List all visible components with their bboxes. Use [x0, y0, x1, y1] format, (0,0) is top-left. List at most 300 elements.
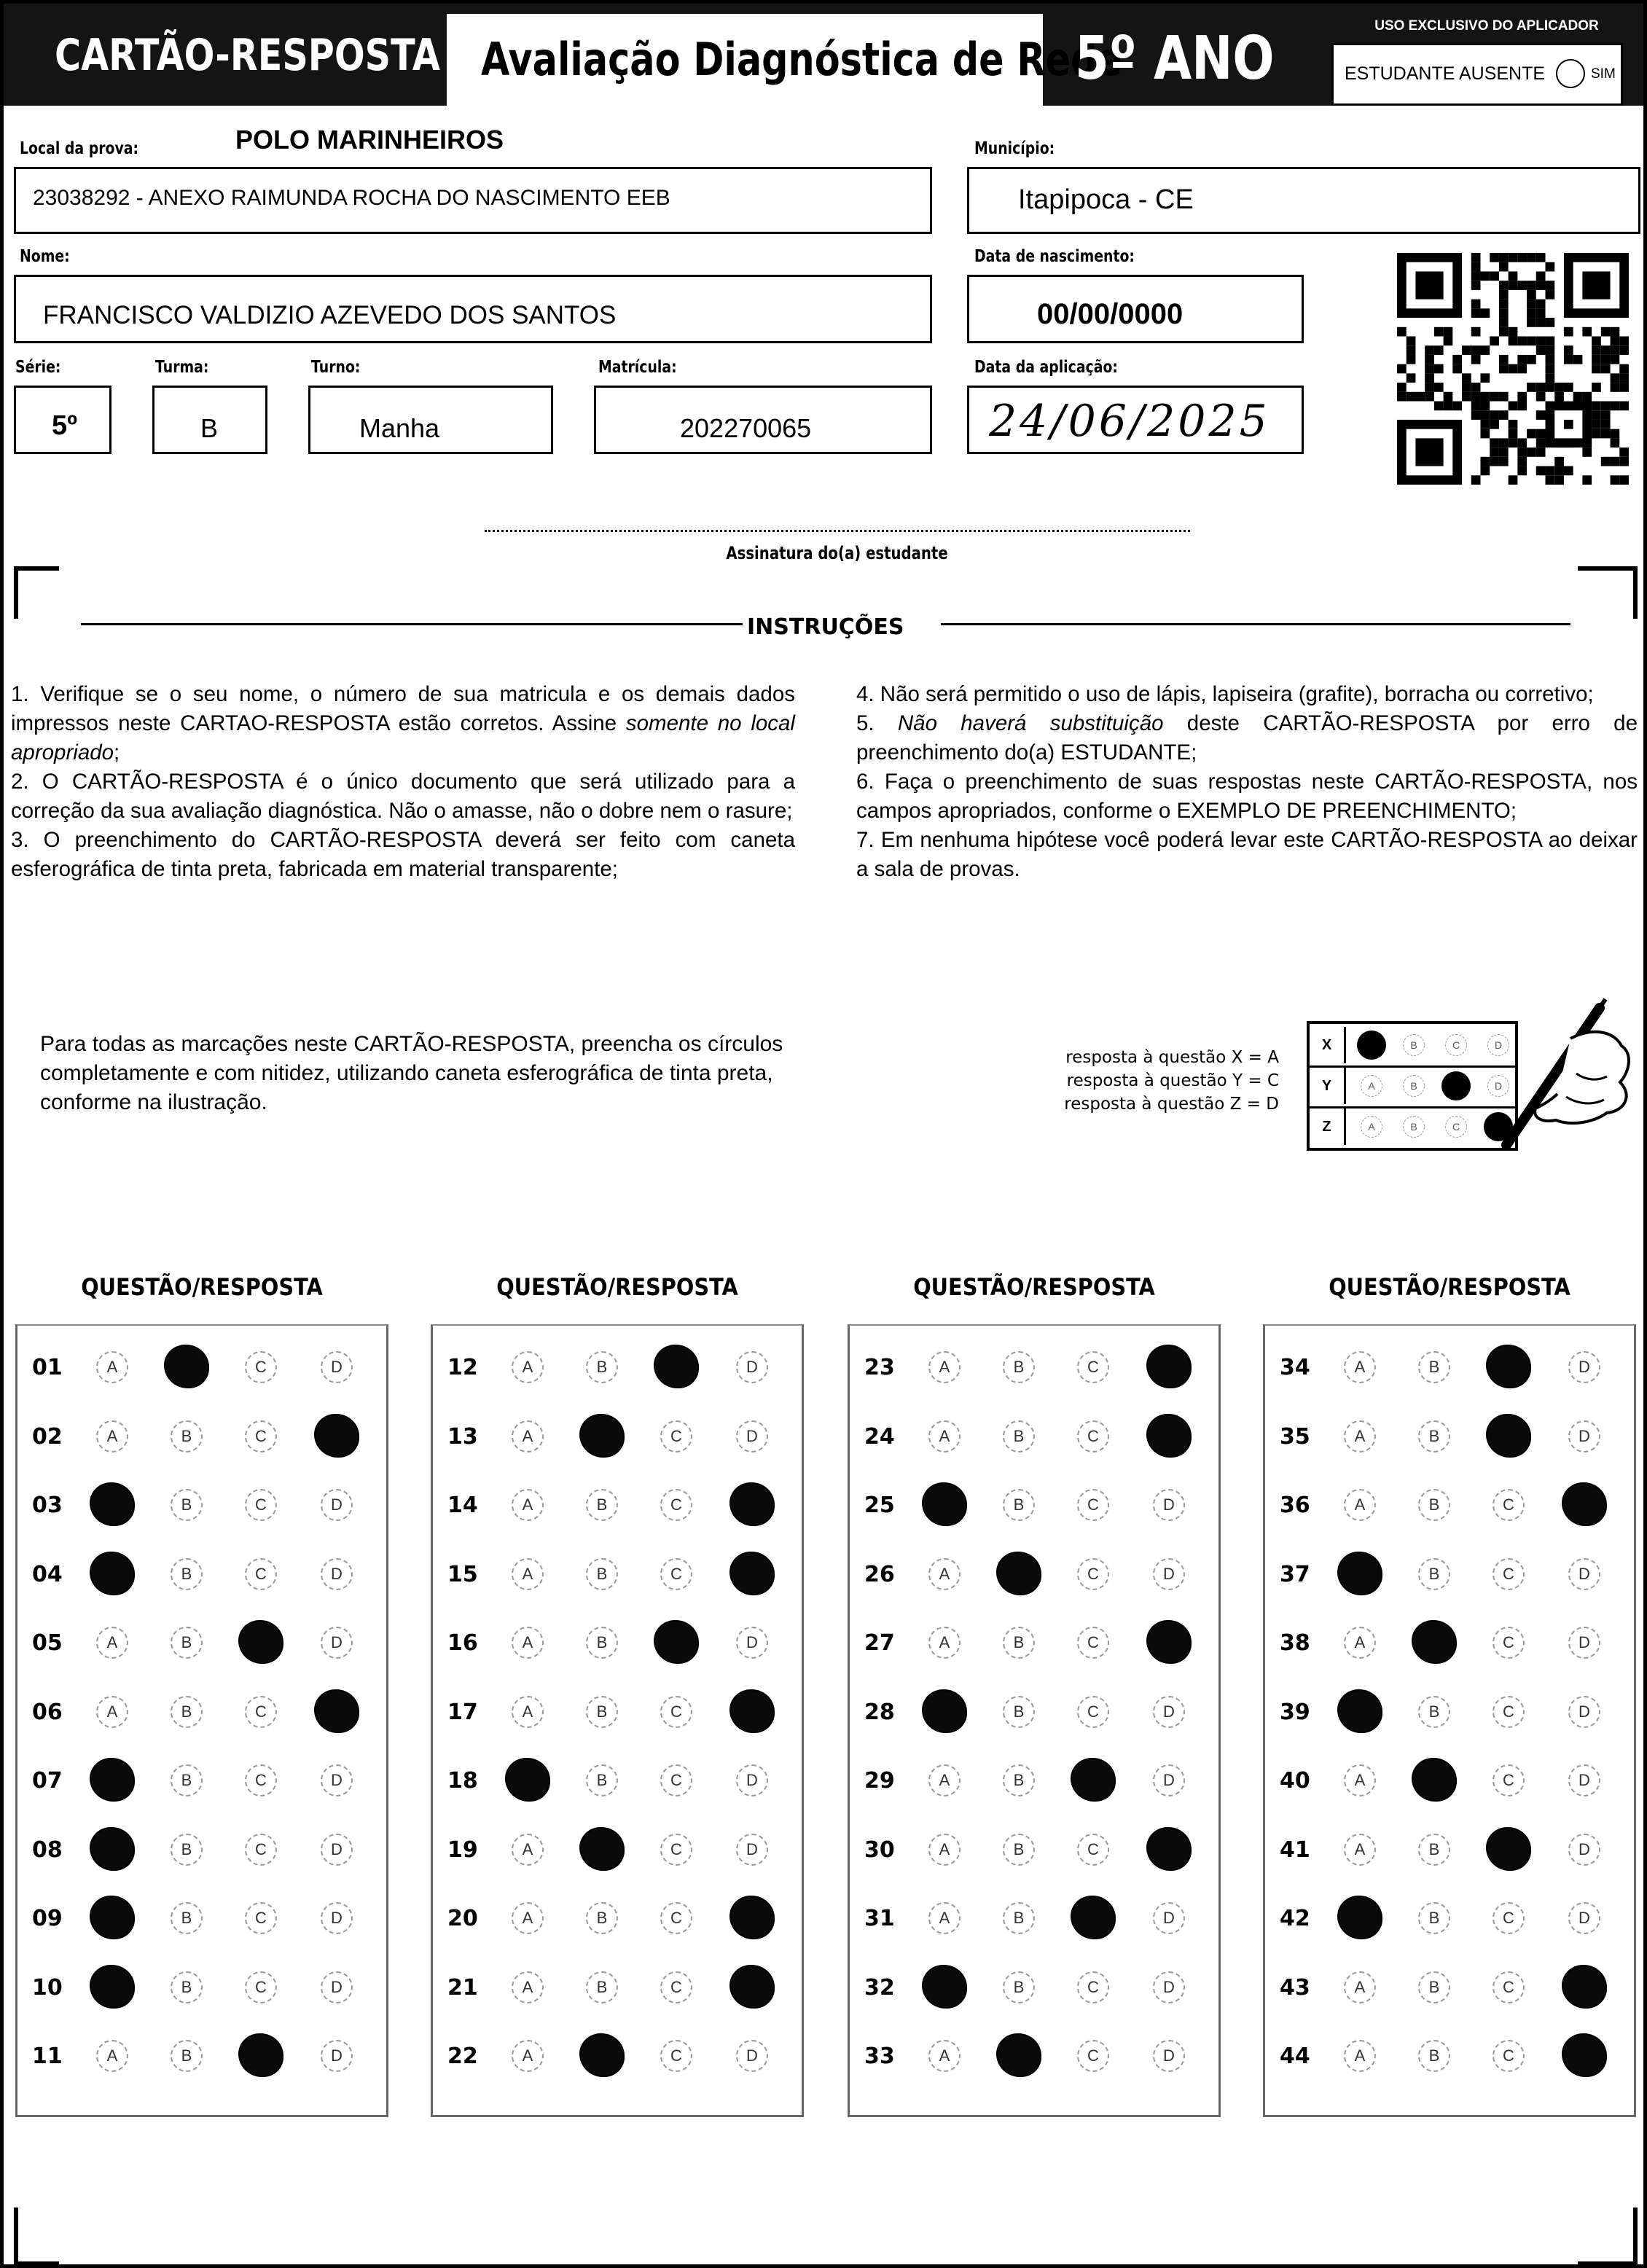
answer-bubble-d[interactable]: D	[321, 1627, 353, 1659]
pen-hand-illustration	[1490, 995, 1643, 1170]
answer-bubble-b[interactable]	[996, 2033, 1041, 2077]
question-row	[1265, 1471, 1634, 1539]
serie-value: 5º	[52, 410, 78, 441]
question-row	[850, 1953, 1218, 2022]
answer-bubble-d[interactable]: D	[736, 2040, 768, 2072]
absent-option: SIM	[1591, 66, 1616, 82]
answer-bubble-b[interactable]: B	[1418, 2040, 1450, 2072]
applicator-label: USO EXCLUSIVO DO APLICADOR	[1374, 18, 1599, 34]
answer-bubble-b[interactable]: B	[586, 1489, 618, 1521]
example-bubble: B	[1403, 1075, 1425, 1097]
question-number: 12	[447, 1355, 478, 1380]
answer-bubble-a[interactable]: A	[1344, 1834, 1376, 1866]
answer-bubble-b[interactable]: B	[586, 1696, 618, 1728]
answer-bubble-c[interactable]: C	[660, 1558, 692, 1590]
question-number: 35	[1280, 1423, 1310, 1450]
answer-bubble-b[interactable]: B	[1418, 1971, 1450, 2003]
example-legend-x: resposta à questão X = A	[1065, 1048, 1279, 1067]
instructions-title: INSTRUÇÕES	[747, 614, 904, 640]
question-number: 01	[32, 1355, 63, 1380]
answer-bubble-b[interactable]: B	[1003, 1902, 1035, 1934]
question-number: 39	[1280, 1699, 1310, 1725]
answer-bubble-d[interactable]: D	[1153, 1902, 1185, 1934]
answer-bubble-b[interactable]	[996, 1552, 1041, 1595]
question-row	[1265, 1333, 1634, 1401]
aplicacao-label: Data da aplicação:	[974, 358, 1118, 377]
answer-bubble-a[interactable]: A	[512, 1902, 544, 1934]
answer-bubble-c[interactable]	[1486, 1827, 1531, 1871]
answer-bubble-b[interactable]: B	[1418, 1558, 1450, 1590]
answer-bubble-a[interactable]: A	[1344, 1420, 1376, 1452]
question-row	[850, 1678, 1218, 1746]
answer-bubble-c[interactable]: C	[660, 1971, 692, 2003]
question-number: 38	[1280, 1630, 1310, 1656]
answer-bubble-b[interactable]: B	[171, 1696, 203, 1728]
answer-bubble-a[interactable]	[1337, 1689, 1382, 1733]
answer-bubble-d[interactable]	[314, 1689, 359, 1733]
answer-bubble-d[interactable]	[1562, 1965, 1607, 2009]
answer-bubble-b[interactable]	[579, 2033, 625, 2077]
question-number: 24	[864, 1423, 895, 1450]
answer-bubble-c[interactable]	[1486, 1414, 1531, 1458]
question-number: 03	[32, 1493, 63, 1518]
matricula-label: Matrícula:	[598, 358, 677, 377]
answer-bubble-c[interactable]: C	[245, 1489, 277, 1521]
answer-bubble-c[interactable]: C	[245, 1764, 277, 1796]
answer-bubble-b[interactable]: B	[171, 1764, 203, 1796]
column-title: QUESTÃO/RESPOSTA	[496, 1273, 738, 1301]
answer-bubble-c[interactable]	[238, 2033, 283, 2077]
answer-bubble-d[interactable]: D	[1568, 1627, 1600, 1659]
answer-bubble-b[interactable]: B	[586, 1351, 618, 1383]
answer-bubble-a[interactable]	[90, 1827, 135, 1871]
answer-bubble-a[interactable]: A	[96, 1627, 128, 1659]
answer-bubble-c[interactable]	[1071, 1758, 1116, 1802]
corner-mark-bottom-left	[14, 2208, 59, 2266]
answer-bubble-a[interactable]	[922, 1689, 967, 1733]
answer-bubble-b[interactable]: B	[1418, 1902, 1450, 1934]
question-row	[850, 1815, 1218, 1884]
question-row	[850, 1402, 1218, 1471]
question-number: 44	[1280, 2044, 1310, 2069]
answer-bubble-d[interactable]: D	[321, 1558, 353, 1590]
answer-bubble-b[interactable]: B	[171, 1902, 203, 1934]
question-row	[17, 1540, 386, 1608]
answer-bubble-b[interactable]: B	[1003, 1420, 1035, 1452]
question-row	[17, 1815, 386, 1884]
nascimento-label: Data de nascimento:	[974, 247, 1135, 266]
answer-bubble-c[interactable]	[654, 1620, 699, 1664]
answer-bubble-a[interactable]	[922, 1482, 967, 1526]
absent-bubble[interactable]	[1556, 59, 1585, 88]
answer-bubble-a[interactable]: A	[512, 1489, 544, 1521]
answer-bubble-c[interactable]: C	[245, 1351, 277, 1383]
card-title: CARTÃO-RESPOSTA	[55, 30, 440, 81]
answer-bubble-a[interactable]: A	[96, 2040, 128, 2072]
answer-bubble-c[interactable]: C	[660, 1764, 692, 1796]
answer-bubble-c[interactable]: C	[1077, 1696, 1109, 1728]
question-number: 13	[447, 1423, 478, 1450]
answer-bubble-c[interactable]: C	[1077, 1834, 1109, 1866]
answer-bubble-c[interactable]: C	[660, 1489, 692, 1521]
signature-line	[485, 530, 1190, 532]
answer-bubble-c[interactable]: C	[245, 1902, 277, 1934]
answer-bubble-c[interactable]: C	[660, 1834, 692, 1866]
answer-bubble-a[interactable]	[90, 1965, 135, 2009]
example-legend	[1038, 1046, 1279, 1116]
answer-bubble-c[interactable]: C	[1077, 1971, 1109, 2003]
instruction-item: 6. Faça o preenchimento de suas respostas neste CARTÃO-RESPOSTA, nos campos apropriados, conforme o EXEMPLO DE PREENCHIMENTO;	[856, 770, 1638, 823]
answer-bubble-b[interactable]: B	[586, 1558, 618, 1590]
answer-bubble-d[interactable]	[1562, 2033, 1607, 2077]
question-number: 16	[447, 1630, 478, 1656]
answer-bubble-d[interactable]: D	[736, 1834, 768, 1866]
instruction-item: 5. Não haverá substituição deste CARTÃO-RESPOSTA por erro de preenchimento do(a) ESTUDANTE;	[856, 711, 1638, 765]
local-polo: POLO MARINHEIROS	[235, 125, 504, 155]
answer-bubble-d[interactable]: D	[321, 1902, 353, 1934]
question-row	[17, 2022, 386, 2090]
answer-bubble-c[interactable]: C	[1493, 1902, 1525, 1934]
answer-bubble-b[interactable]: B	[1003, 1627, 1035, 1659]
answer-bubble-b[interactable]: B	[1003, 1971, 1035, 2003]
answer-bubble-a[interactable]: A	[512, 1696, 544, 1728]
answer-bubble-b[interactable]	[579, 1827, 625, 1871]
question-row	[433, 1953, 802, 2022]
answer-bubble-b[interactable]	[1412, 1620, 1457, 1664]
answer-bubble-d[interactable]: D	[1153, 1764, 1185, 1796]
answer-bubble-c[interactable]: C	[1493, 1558, 1525, 1590]
answer-bubble-a[interactable]: A	[96, 1351, 128, 1383]
answer-bubble-a[interactable]: A	[928, 1351, 961, 1383]
answer-bubble-a[interactable]	[1337, 1896, 1382, 1939]
signature-label: Assinatura do(a) estudante	[726, 543, 949, 563]
question-number: 43	[1280, 1974, 1310, 2001]
answer-bubble-a[interactable]	[90, 1758, 135, 1802]
instructions-rule-left	[81, 623, 743, 625]
question-row	[1265, 1884, 1634, 1952]
answer-bubble-d[interactable]: D	[1568, 1696, 1600, 1728]
question-number: 04	[32, 1561, 63, 1587]
answer-bubble-a[interactable]: A	[1344, 1489, 1376, 1521]
example-bubble: B	[1403, 1116, 1425, 1138]
answer-bubble-d[interactable]: D	[321, 1351, 353, 1383]
question-number: 40	[1280, 1768, 1310, 1794]
question-row	[433, 1746, 802, 1815]
corner-mark-top-left	[14, 566, 59, 619]
answer-bubble-a[interactable]	[90, 1552, 135, 1595]
answer-bubble-d[interactable]: D	[321, 1489, 353, 1521]
example-row-label: X	[1310, 1027, 1346, 1063]
example-bubble: C	[1445, 1034, 1467, 1056]
answer-bubble-b[interactable]: B	[1418, 1351, 1450, 1383]
answer-bubble-d[interactable]: D	[1568, 1351, 1600, 1383]
answer-bubble-c[interactable]	[654, 1345, 699, 1388]
answer-bubble-d[interactable]: D	[321, 2040, 353, 2072]
question-row	[850, 1608, 1218, 1677]
column-title: QUESTÃO/RESPOSTA	[1329, 1273, 1570, 1301]
answer-bubble-d[interactable]: D	[736, 1351, 768, 1383]
exam-title: Avaliação Diagnóstica de Rede	[481, 33, 1122, 86]
example-bubble: C	[1445, 1116, 1467, 1138]
answer-bubble-b[interactable]: B	[171, 1971, 203, 2003]
answer-bubble-b[interactable]	[1412, 1758, 1457, 1802]
answer-bubble-c[interactable]: C	[1077, 1627, 1109, 1659]
nome-value: FRANCISCO VALDIZIO AZEVEDO DOS SANTOS	[43, 301, 617, 329]
question-number: 34	[1280, 1355, 1310, 1380]
question-row	[17, 1678, 386, 1746]
municipio-value: Itapipoca - CE	[1018, 184, 1194, 215]
question-row	[850, 1471, 1218, 1539]
question-number: 07	[32, 1768, 63, 1794]
answer-bubble-a[interactable]: A	[1344, 1627, 1376, 1659]
question-row	[1265, 1815, 1634, 1884]
question-row	[17, 1953, 386, 2022]
example-bubble: B	[1403, 1034, 1425, 1056]
answer-bubble-d[interactable]: D	[321, 1971, 353, 2003]
answer-bubble-d[interactable]: D	[1568, 1420, 1600, 1452]
local-value: 23038292 - ANEXO RAIMUNDA ROCHA DO NASCIMENTO EEB	[33, 186, 670, 210]
answer-bubble-d[interactable]: D	[1568, 1558, 1600, 1590]
question-row	[850, 1884, 1218, 1952]
question-row	[850, 2022, 1218, 2090]
question-row	[433, 1540, 802, 1608]
answer-bubble-b[interactable]: B	[1418, 1834, 1450, 1866]
question-row	[433, 1333, 802, 1401]
answer-bubble-a[interactable]: A	[928, 1902, 961, 1934]
answer-bubble-d[interactable]: D	[1568, 1902, 1600, 1934]
instruction-item: 7. Em nenhuma hipótese você poderá levar este CARTÃO-RESPOSTA ao deixar a sala de provas.	[856, 828, 1638, 881]
answer-bubble-c[interactable]	[1071, 1896, 1116, 1939]
answer-bubble-b[interactable]: B	[1003, 1696, 1035, 1728]
answer-bubble-a[interactable]: A	[512, 1834, 544, 1866]
example-row	[1310, 1027, 1515, 1068]
answer-bubble-d[interactable]: D	[321, 1764, 353, 1796]
answer-bubble-d[interactable]: D	[1153, 2040, 1185, 2072]
answer-bubble-c[interactable]: C	[1493, 2040, 1525, 2072]
answer-bubble-a[interactable]	[505, 1758, 550, 1802]
answer-bubble-b[interactable]	[164, 1345, 209, 1388]
question-row	[433, 1402, 802, 1471]
answer-bubble-d[interactable]	[1146, 1345, 1192, 1388]
answer-bubble-b[interactable]: B	[1003, 1351, 1035, 1383]
question-number: 30	[864, 1837, 895, 1863]
answer-bubble-a[interactable]: A	[1344, 1764, 1376, 1796]
instructions-right	[856, 680, 1638, 884]
answer-bubble-d[interactable]	[729, 1896, 775, 1939]
question-column	[848, 1324, 1221, 2117]
answer-bubble-d[interactable]: D	[1153, 1558, 1185, 1590]
answer-bubble-d[interactable]	[314, 1414, 359, 1458]
answer-bubble-c[interactable]: C	[245, 1834, 277, 1866]
answer-bubble-a[interactable]: A	[928, 1834, 961, 1866]
question-row	[433, 1815, 802, 1884]
answer-bubble-c[interactable]: C	[1493, 1627, 1525, 1659]
answer-bubble-a[interactable]: A	[1344, 2040, 1376, 2072]
answer-bubble-a[interactable]: A	[928, 1558, 961, 1590]
question-number: 37	[1280, 1561, 1310, 1587]
answer-bubble-c[interactable]: C	[245, 1558, 277, 1590]
answer-bubble-b[interactable]: B	[586, 1902, 618, 1934]
answer-bubble-c[interactable]: C	[1493, 1696, 1525, 1728]
answer-bubble-b[interactable]: B	[586, 1764, 618, 1796]
question-number: 18	[447, 1768, 478, 1794]
answer-bubble-b[interactable]: B	[171, 1420, 203, 1452]
answer-bubble-c[interactable]: C	[245, 1696, 277, 1728]
answer-bubble-d[interactable]	[729, 1689, 775, 1733]
answer-bubble-b[interactable]: B	[1418, 1420, 1450, 1452]
question-row	[850, 1746, 1218, 1815]
answer-bubble-d[interactable]: D	[736, 1627, 768, 1659]
nome-label: Nome:	[20, 247, 70, 266]
question-row	[1265, 1953, 1634, 2022]
answer-bubble-d[interactable]	[729, 1552, 775, 1595]
instruction-item: 4. Não será permitido o uso de lápis, lapiseira (grafite), borracha ou corretivo;	[856, 682, 1594, 706]
answer-bubble-b[interactable]: B	[1418, 1696, 1450, 1728]
answer-bubble-a[interactable]: A	[512, 1558, 544, 1590]
answer-bubble-c[interactable]: C	[660, 1696, 692, 1728]
answer-bubble-d[interactable]: D	[1568, 1834, 1600, 1866]
corner-mark-bottom-right	[1578, 2208, 1638, 2266]
answer-bubble-a[interactable]: A	[512, 1420, 544, 1452]
answer-bubble-c[interactable]: C	[660, 1420, 692, 1452]
answer-bubble-b[interactable]: B	[1003, 1834, 1035, 1866]
answer-bubble-a[interactable]: A	[928, 1764, 961, 1796]
question-number: 20	[447, 1906, 478, 1931]
qr-code	[1397, 253, 1629, 485]
instruction-item: 1. Verifique se o seu nome, o número de sua matricula e os demais dados impressos neste CARTAO-RESPOSTA estão corretos. Assine somente no local apropriado;	[11, 682, 795, 765]
answer-bubble-c[interactable]: C	[1077, 1420, 1109, 1452]
answer-bubble-c[interactable]: C	[1493, 1764, 1525, 1796]
question-number: 15	[447, 1561, 478, 1587]
answer-bubble-b[interactable]: B	[1003, 1764, 1035, 1796]
answer-bubble-d[interactable]	[729, 1482, 775, 1526]
question-row	[1265, 2022, 1634, 2090]
absent-label: ESTUDANTE AUSENTE	[1345, 63, 1546, 84]
answer-bubble-c[interactable]: C	[1493, 1489, 1525, 1521]
question-column	[15, 1324, 388, 2117]
question-row	[433, 1678, 802, 1746]
municipio-label: Município:	[974, 139, 1055, 158]
question-row	[433, 1884, 802, 1952]
answer-bubble-a[interactable]: A	[1344, 1971, 1376, 2003]
example-bubble: D	[1487, 1034, 1509, 1056]
answer-bubble-c[interactable]: C	[245, 1420, 277, 1452]
question-row	[433, 2022, 802, 2090]
answer-bubble-d[interactable]: D	[1153, 1489, 1185, 1521]
answer-bubble-c[interactable]: C	[1077, 1489, 1109, 1521]
answer-bubble-a[interactable]: A	[928, 1627, 961, 1659]
instructions-rule-right	[941, 623, 1570, 625]
nascimento-value: 00/00/0000	[1037, 298, 1184, 330]
answer-bubble-c[interactable]: C	[660, 1902, 692, 1934]
answer-bubble-b[interactable]: B	[171, 1489, 203, 1521]
answer-bubble-a[interactable]: A	[512, 2040, 544, 2072]
answer-bubble-d[interactable]	[729, 1965, 775, 2009]
question-number: 27	[864, 1630, 895, 1656]
question-number: 11	[32, 2044, 63, 2069]
question-number: 26	[864, 1561, 895, 1587]
answer-bubble-a[interactable]	[90, 1896, 135, 1939]
answer-bubble-b[interactable]: B	[171, 1834, 203, 1866]
answer-bubble-c[interactable]: C	[245, 1971, 277, 2003]
answer-bubble-a[interactable]: A	[96, 1420, 128, 1452]
answer-bubble-c[interactable]: C	[1077, 1558, 1109, 1590]
question-number: 19	[447, 1837, 478, 1863]
answer-bubble-a[interactable]: A	[96, 1696, 128, 1728]
answer-bubble-d[interactable]: D	[321, 1834, 353, 1866]
answer-bubble-d[interactable]: D	[736, 1764, 768, 1796]
question-number: 17	[447, 1699, 478, 1725]
answer-bubble-b[interactable]: B	[171, 1627, 203, 1659]
answer-bubble-c[interactable]: C	[1077, 1351, 1109, 1383]
question-number: 29	[864, 1768, 895, 1794]
question-number: 41	[1280, 1837, 1310, 1863]
answer-bubble-c[interactable]: C	[1493, 1971, 1525, 2003]
question-column	[431, 1324, 804, 2117]
answer-bubble-a[interactable]	[922, 1965, 967, 2009]
turno-value: Manha	[359, 413, 440, 443]
answer-bubble-c[interactable]	[1486, 1345, 1531, 1388]
answer-bubble-b[interactable]: B	[171, 1558, 203, 1590]
answer-bubble-a[interactable]: A	[512, 1627, 544, 1659]
turma-label: Turma:	[155, 358, 209, 377]
answer-bubble-a[interactable]: A	[1344, 1351, 1376, 1383]
question-row	[17, 1608, 386, 1677]
matricula-value: 202270065	[680, 413, 812, 443]
question-number: 21	[447, 1974, 478, 2001]
question-number: 31	[864, 1906, 895, 1931]
answer-bubble-d[interactable]: D	[1153, 1971, 1185, 2003]
answer-bubble-d[interactable]	[1562, 1482, 1607, 1526]
question-row	[1265, 1608, 1634, 1677]
answer-bubble-b[interactable]	[579, 1414, 625, 1458]
answer-bubble-a[interactable]	[90, 1482, 135, 1526]
answer-bubble-a[interactable]: A	[512, 1971, 544, 2003]
answer-bubble-c[interactable]	[238, 1620, 283, 1664]
answer-bubble-a[interactable]: A	[928, 1420, 961, 1452]
example-grid	[1307, 1021, 1518, 1151]
question-row	[433, 1608, 802, 1677]
answer-bubble-d[interactable]	[1146, 1414, 1192, 1458]
turma-value: B	[200, 413, 219, 443]
answer-bubble-d[interactable]: D	[1153, 1696, 1185, 1728]
corner-mark-top-right	[1578, 566, 1638, 619]
answer-bubble-c[interactable]: C	[1077, 2040, 1109, 2072]
answer-bubble-b[interactable]: B	[1418, 1489, 1450, 1521]
answer-bubble-d[interactable]: D	[1568, 1764, 1600, 1796]
answer-bubble-d[interactable]	[1146, 1620, 1192, 1664]
answer-bubble-a[interactable]	[1337, 1552, 1382, 1595]
question-row	[1265, 1402, 1634, 1471]
local-label: Local da prova:	[20, 139, 139, 158]
question-number: 05	[32, 1630, 63, 1656]
column-title: QUESTÃO/RESPOSTA	[913, 1273, 1155, 1301]
answer-bubble-b[interactable]: B	[1003, 1489, 1035, 1521]
answer-bubble-a[interactable]: A	[928, 2040, 961, 2072]
answer-bubble-d[interactable]	[1146, 1827, 1192, 1871]
question-number: 36	[1280, 1493, 1310, 1518]
question-row	[17, 1471, 386, 1539]
question-number: 14	[447, 1493, 478, 1518]
question-row	[1265, 1678, 1634, 1746]
answer-bubble-a[interactable]: A	[512, 1351, 544, 1383]
answer-bubble-b[interactable]: B	[586, 1971, 618, 2003]
answer-bubble-b[interactable]: B	[586, 1627, 618, 1659]
answer-bubble-c[interactable]: C	[660, 2040, 692, 2072]
question-number: 32	[864, 1974, 895, 2001]
answer-bubble-d[interactable]: D	[736, 1420, 768, 1452]
answer-bubble-b[interactable]: B	[171, 2040, 203, 2072]
